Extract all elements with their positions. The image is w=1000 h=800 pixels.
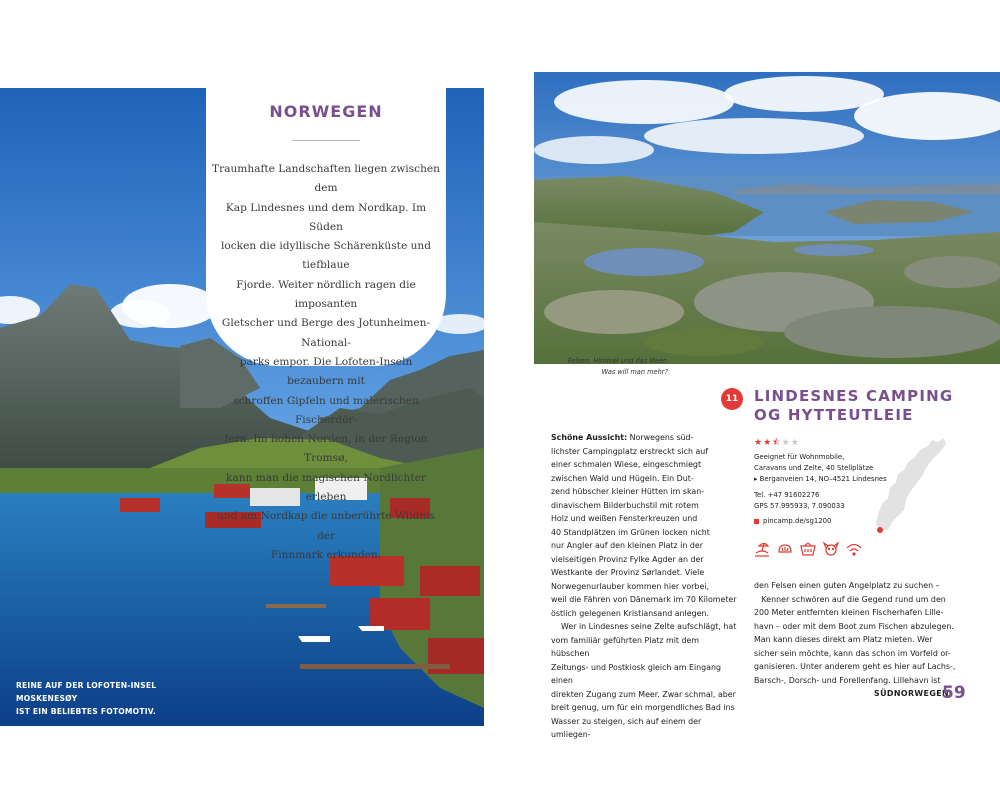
body-lead: Schöne Aussicht: [551, 433, 628, 442]
coast-landscape-illustration [534, 72, 1000, 364]
intro-line: schroffen Gipfeln und malerischen Fischerdör- [233, 394, 419, 426]
right-photo-caption [544, 356, 668, 378]
intro-line: Finnmark erkunden. [270, 548, 382, 561]
body-line: vom familiär geführten Platz mit dem hübschen [551, 635, 700, 658]
body-line: vielseitigen Provinz Fylke Agder an der [551, 554, 704, 564]
body-line: 200 Meter entfernten kleinen Fischerhafen Lille- [754, 608, 944, 617]
body-line: Wer in Lindesnes seine Zelte aufschlägt, hat [551, 622, 737, 631]
caption-line: Was will man mehr? [601, 368, 668, 376]
body-line: zend hübscher kleiner Hütten im skan- [551, 487, 705, 496]
info-line: Caravans und Zelte, 40 Stellplätze [754, 464, 874, 473]
intro-line: parks empor. Die Lofoten-Inseln bezaubern mit [239, 355, 413, 388]
star-rating [754, 435, 800, 451]
address-marker-icon: ▸ [754, 475, 758, 484]
intro-title: NORWEGEN [269, 102, 383, 121]
body-column-2 [754, 579, 962, 687]
star-empty-icon: ★★ [781, 437, 800, 447]
body-line: ganisieren. Unter anderem geht es hier auf Lachs-, [754, 662, 956, 671]
body-line: Holz und weißen Fensterkreuzen und [551, 514, 698, 523]
star-half-icon: ⯪ [772, 437, 782, 447]
caption-line: IST EIN BELIEBTES FOTOMOTIV. [16, 707, 156, 716]
intro-line: kann man die magischen Nordlichter erleben [226, 471, 426, 504]
address: Berganveien 14, NO–4521 Lindesnes [759, 475, 887, 484]
page-number: 59 [942, 683, 966, 703]
body-line: breit genug, um für ein morgendliches Bad ins [551, 703, 735, 712]
wifi-icon [845, 540, 863, 558]
body-first-line [551, 431, 739, 445]
intro-card [206, 88, 446, 561]
intro-line: Gletscher und Berge des Jotunheimen-National- [221, 317, 431, 349]
info-line: Geeignet für Wohnmobile, [754, 453, 845, 461]
intro-divider [292, 140, 360, 141]
body-line: nur Angler auf den kleinen Platz in der [551, 541, 703, 550]
body-line: Kenner schwören auf die Gegend rund um den [754, 594, 946, 604]
body-line: Westkante der Provinz Sørlandet. Viele [551, 568, 705, 577]
norway-locator-map [868, 436, 948, 536]
body-line: Wasser zu steigen, sich auf einem der umliegen- [551, 716, 702, 739]
caption-line: Felsen, Himmel und das Meer: [567, 357, 668, 365]
body-column-1 [551, 431, 739, 742]
body-line: Barsch-, Dorsch- und Forellenfang. Lillehavn ist [754, 675, 941, 685]
phone: Tel. +47 91602276 [754, 490, 820, 499]
intro-line: und am Nordkap die unberührte Wildnis der [217, 510, 435, 542]
left-photo-caption [16, 679, 216, 718]
dog-icon [822, 540, 840, 558]
body-line: 40 Standplätzen im Grünen locken nicht [551, 527, 710, 537]
star-full-icon: ★★ [754, 437, 773, 447]
location-marker-icon [877, 527, 883, 533]
campsite-title-line2: OG HYTTEUTLEIE [754, 406, 914, 424]
caption-line: REINE AUF DER LOFOTEN-INSEL MOSKENESØY [16, 681, 157, 703]
body-lead-rest: Norwegens süd- [627, 433, 694, 442]
intro-line: Kap Lindesnes und dem Nordkap. Im Süden [225, 201, 427, 233]
intro-line: Fjorde. Weiter nördlich ragen die imposanten [236, 278, 416, 311]
amenity-icons [753, 540, 863, 558]
body-line: zwischen Wald und Hügeln. Ein Dut- [551, 473, 694, 483]
link-marker-icon [754, 519, 759, 524]
body-line: sicher sein möchte, kann das schon im Vorfeld or- [754, 648, 951, 658]
campsite-title-line1: LINDESNES CAMPING [754, 387, 954, 405]
body-line: den Felsen einen guten Angelplatz zu suchen – [754, 581, 940, 590]
footer-section-label: SÜDNORWEGEN [874, 689, 949, 698]
beach-icon [753, 540, 771, 558]
bread-icon [776, 540, 794, 558]
lindesnes-coast-photo [534, 72, 1000, 364]
body-line: östlich gelegenen Kristiansand anlegen. [551, 608, 709, 618]
intro-line: locken die idyllische Schärenküste und tiefblaue [220, 240, 432, 272]
intro-line: fern. Im hohen Norden, in der Region Tromsø, [224, 433, 428, 465]
gps: GPS 57.995933, 7.090033 [754, 501, 845, 510]
body-line: direkten Zugang zum Meer. Zwar schmal, aber [551, 689, 736, 699]
intro-text [210, 160, 442, 565]
body-line: Man kann dieses direkt am Platz mieten. Wer [754, 635, 933, 644]
body-line: dinavischem Bilderbuchstil mit rotem [551, 500, 699, 510]
body-line: Norwegenurlauber kommen hier vorbei, [551, 581, 709, 591]
campsite-url[interactable]: pincamp.de/sg1200 [763, 517, 832, 526]
entry-number-badge: 11 [721, 388, 743, 410]
body-line: havn – oder mit dem Boot zum Fischen abzulegen. [754, 621, 954, 631]
body-line: Zeitungs- und Postkiosk gleich am Eingang einen [551, 662, 721, 685]
body-line: lichster Campingplatz erstreckt sich auf [551, 446, 709, 456]
intro-line: Traumhafte Landschaften liegen zwischen dem [212, 163, 440, 195]
body-line: einer schmalen Wiese, eingeschmiegt [551, 460, 702, 469]
shop-icon [799, 540, 817, 558]
body-line: weil die Fähren von Dänemark im 70 Kilometer [551, 595, 737, 604]
